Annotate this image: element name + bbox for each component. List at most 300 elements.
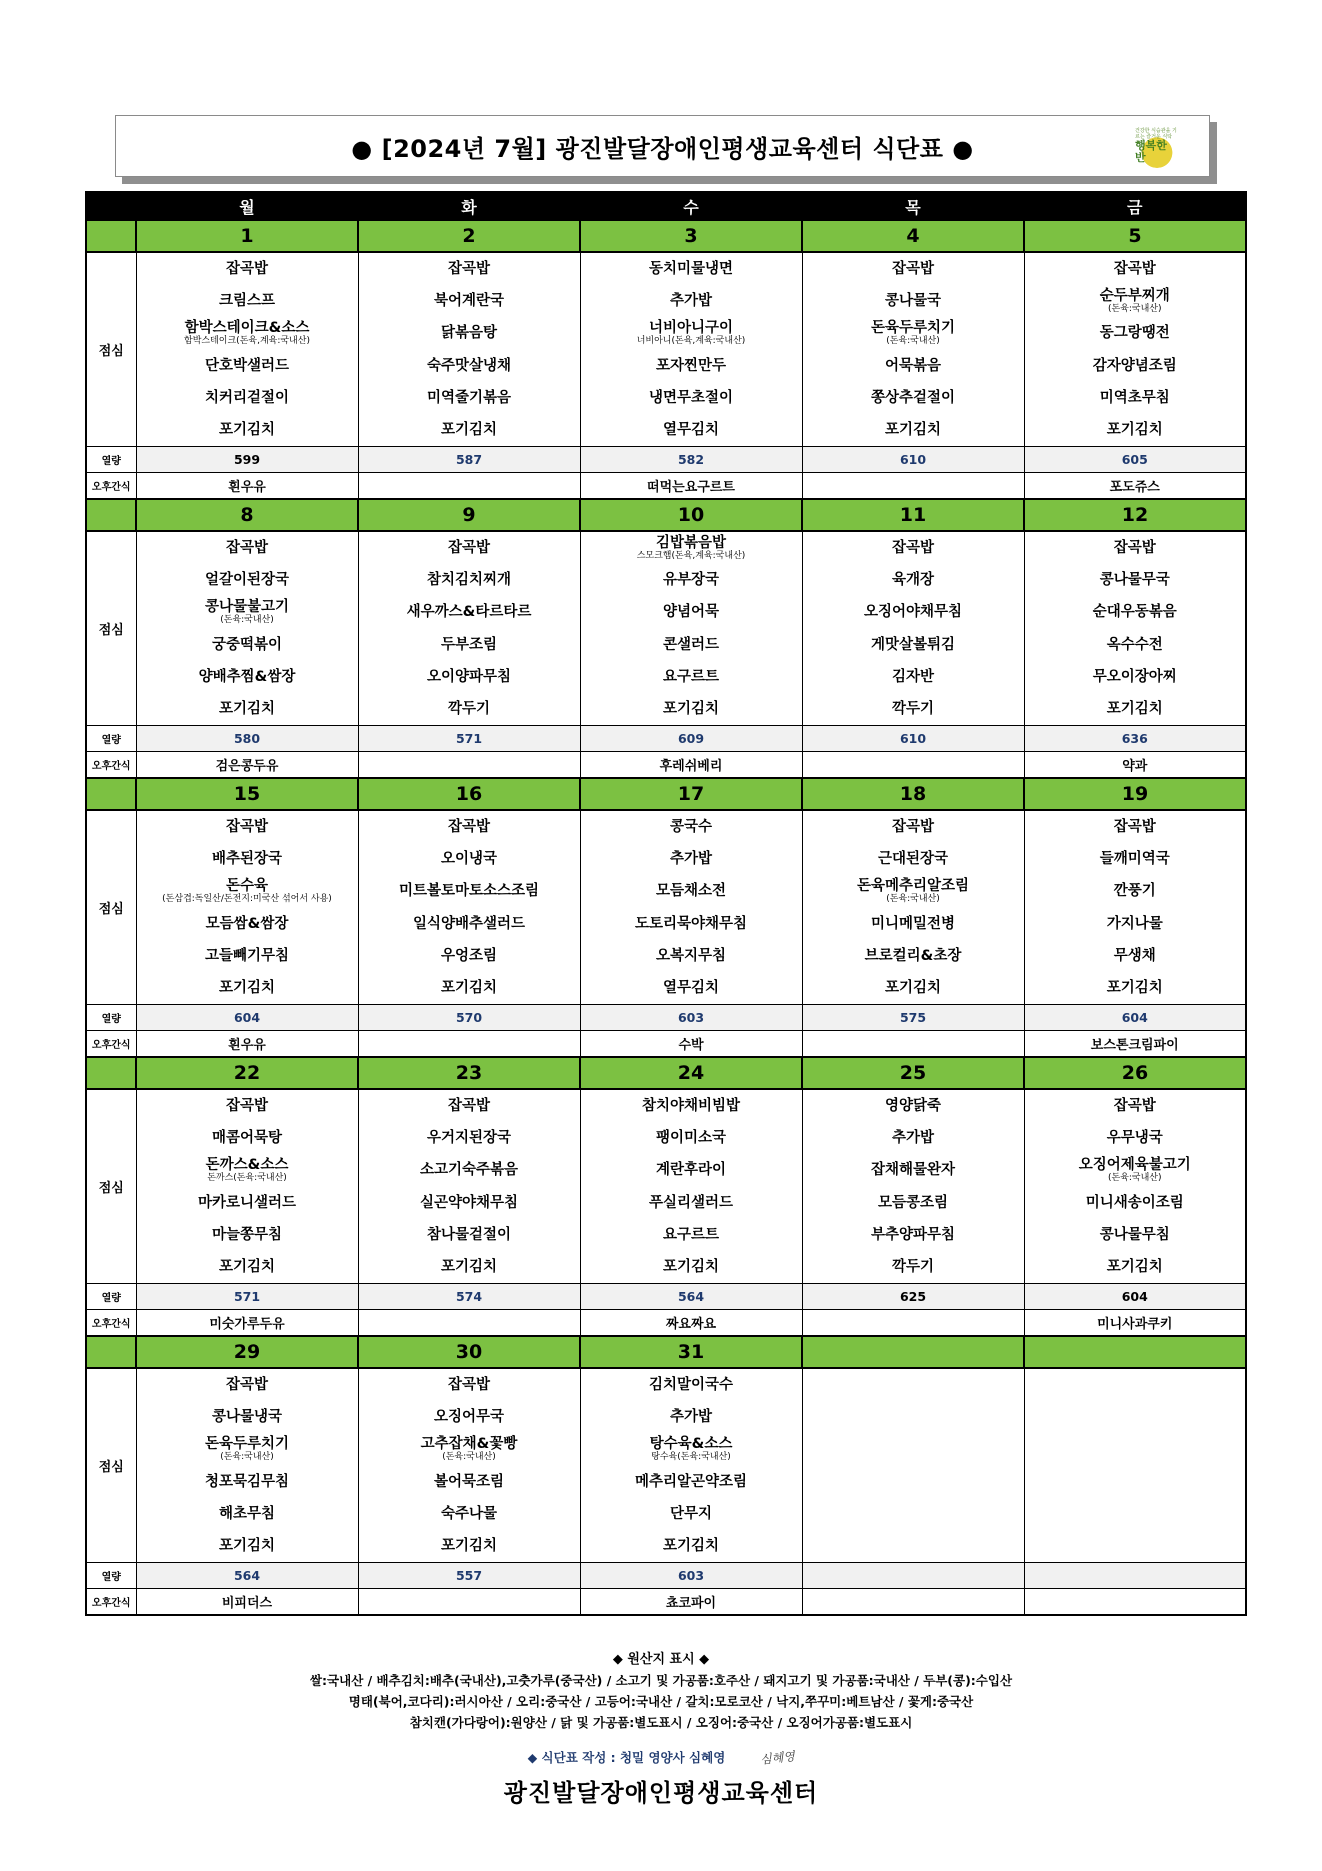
lunch-item-list	[803, 811, 1024, 1004]
snack-cell	[358, 1310, 580, 1337]
menu-item-name: 깍두기	[447, 700, 491, 717]
menu-item	[359, 317, 580, 349]
menu-item	[803, 972, 1024, 1004]
menu-item-name: 잡곡밥	[225, 1098, 269, 1115]
menu-item	[137, 1369, 358, 1401]
date-cell: 3	[580, 220, 802, 252]
menu-item-name: 콩나물무국	[1099, 572, 1170, 589]
date-cell: 5	[1024, 220, 1246, 252]
menu-item-name: 포기김치	[662, 1258, 720, 1275]
date-cell: 26	[1024, 1057, 1246, 1089]
menu-item	[1025, 1251, 1246, 1283]
menu-item	[803, 532, 1024, 564]
calorie-value: 603	[580, 1005, 802, 1031]
menu-item-name: 오징어무국	[433, 1409, 505, 1426]
menu-item-name: 포기김치	[218, 421, 276, 438]
menu-item	[359, 532, 580, 564]
lunch-item-list	[581, 1090, 802, 1283]
menu-item-name: 치커리겉절이	[204, 389, 290, 406]
lunch-item-list	[359, 811, 580, 1004]
menu-item-name: 포기김치	[440, 1537, 498, 1554]
menu-item-name: 돈육메추리알조림	[856, 877, 970, 894]
menu-item-name: 일식양배추샐러드	[412, 915, 526, 932]
origin-note: (돈육:국내산)	[220, 614, 274, 625]
menu-item	[581, 317, 802, 349]
snack-cell	[802, 473, 1024, 500]
snack-cell: 후레쉬베리	[580, 752, 802, 779]
menu-item	[581, 1433, 802, 1465]
menu-item	[359, 382, 580, 414]
menu-item	[803, 661, 1024, 693]
lunch-row-label: 점심	[86, 1368, 136, 1563]
menu-item	[359, 661, 580, 693]
lunch-cell	[1024, 531, 1246, 726]
menu-item	[137, 1498, 358, 1530]
menu-item	[359, 350, 580, 382]
date-cell: 4	[802, 220, 1024, 252]
calorie-value: 575	[802, 1005, 1024, 1031]
menu-item	[1025, 1154, 1246, 1186]
menu-item	[581, 940, 802, 972]
calorie-value: 571	[358, 726, 580, 752]
menu-item-name: 육개장	[891, 572, 935, 589]
menu-item	[137, 382, 358, 414]
menu-item	[581, 596, 802, 628]
signature: 심혜영	[759, 1749, 796, 1767]
lunch-cell	[136, 252, 358, 447]
calorie-row-label: 열량	[86, 726, 136, 752]
menu-item	[359, 940, 580, 972]
date-row	[86, 1057, 1246, 1089]
menu-item-name: 고들빼기무침	[204, 947, 290, 964]
menu-item-name: 미트볼토마토소스조림	[398, 883, 540, 900]
lunch-cell	[1024, 1089, 1246, 1284]
menu-item	[581, 1369, 802, 1401]
menu-item	[581, 350, 802, 382]
origin-note: 스모크햄(돈육,계육:국내산)	[636, 550, 746, 561]
calorie-value: 610	[802, 447, 1024, 473]
menu-item	[581, 1498, 802, 1530]
menu-item-name: 푸실리샐러드	[648, 1194, 734, 1211]
menu-item	[581, 1530, 802, 1562]
lunch-cell	[358, 252, 580, 447]
menu-item-name: 우거지된장국	[426, 1130, 512, 1147]
menu-item-name: 매콤어묵탕	[211, 1130, 283, 1147]
lunch-cell	[1024, 1368, 1246, 1563]
date-cell: 23	[358, 1057, 580, 1089]
snack-cell: 떠먹는요구르트	[580, 473, 802, 500]
menu-item-name: 포기김치	[884, 979, 942, 996]
menu-item-name: 잡채해물완자	[870, 1162, 956, 1179]
menu-item	[803, 596, 1024, 628]
origin-note: (돈육:국내산)	[442, 1451, 496, 1462]
menu-item	[359, 1530, 580, 1562]
menu-item	[359, 1154, 580, 1186]
menu-item-name: 새우까스&타르타르	[406, 604, 532, 621]
menu-item	[581, 285, 802, 317]
menu-item	[803, 350, 1024, 382]
menu-item	[137, 661, 358, 693]
calorie-value: 582	[580, 447, 802, 473]
menu-item	[803, 1090, 1024, 1122]
menu-item	[1025, 285, 1246, 317]
menu-item	[137, 1251, 358, 1283]
menu-item-name: 김자반	[891, 668, 935, 685]
lunch-row-label: 점심	[86, 531, 136, 726]
date-cell: 9	[358, 499, 580, 531]
menu-item-name: 해초무침	[218, 1505, 276, 1522]
menu-item-name: 잡곡밥	[1113, 819, 1156, 836]
menu-item-name: 부추양파무침	[870, 1226, 956, 1243]
menu-item	[137, 350, 358, 382]
menu-item	[803, 1122, 1024, 1154]
menu-item-name: 유부장국	[662, 572, 720, 589]
date-cell: 12	[1024, 499, 1246, 531]
origin-note: (돈육:국내산)	[220, 1451, 274, 1462]
origin-note: 너비아니(돈육,계육:국내산)	[636, 335, 746, 346]
date-row-label	[86, 778, 136, 810]
menu-item-name: 포기김치	[440, 421, 498, 438]
date-cell: 16	[358, 778, 580, 810]
corner-cell	[86, 192, 136, 220]
menu-item	[803, 940, 1024, 972]
calorie-value: 587	[358, 447, 580, 473]
menu-item-name: 탕수육&소스	[649, 1435, 733, 1452]
calorie-value: 610	[802, 726, 1024, 752]
origin-note: (돈육:국내산)	[886, 893, 940, 904]
lunch-cell	[802, 531, 1024, 726]
menu-item	[1025, 1187, 1246, 1219]
date-row-label	[86, 1336, 136, 1368]
date-cell: 1	[136, 220, 358, 252]
origin-title: ◆ 원산지 표시 ◆	[612, 1652, 710, 1667]
lunch-item-list	[137, 1090, 358, 1283]
date-cell: 17	[580, 778, 802, 810]
calorie-row-label: 열량	[86, 1284, 136, 1310]
menu-item	[359, 596, 580, 628]
menu-item-name: 포기김치	[440, 1258, 498, 1275]
calorie-row	[86, 1005, 1246, 1031]
menu-item-name: 포기김치	[1106, 700, 1163, 717]
snack-row	[86, 1589, 1246, 1616]
menu-item-name: 마카로니샐러드	[197, 1194, 297, 1211]
origin-note: (돈삼겹:독일산/돈전지:미국산 섞어서 사용)	[162, 893, 332, 904]
snack-cell: 검은콩두유	[136, 752, 358, 779]
origin-line-3: 참치캔(가다랑어):원양산 / 닭 및 가공품:별도표시 / 오징어:중국산 / 오징어가공품:별도표시	[409, 1715, 913, 1730]
menu-item	[137, 811, 358, 843]
calorie-row-label: 열량	[86, 1005, 136, 1031]
menu-item-name: 쫑상추겉절이	[870, 389, 956, 406]
snack-cell: 미니사과쿠키	[1024, 1310, 1246, 1337]
menu-item	[803, 414, 1024, 446]
menu-item	[1025, 940, 1246, 972]
menu-item-name: 깍두기	[891, 700, 935, 717]
menu-item-name: 모듬콩조림	[877, 1194, 949, 1211]
lunch-item-list	[1025, 1369, 1246, 1562]
date-cell	[1024, 1336, 1246, 1368]
menu-item	[1025, 596, 1246, 628]
lunch-item-list	[581, 532, 802, 725]
lunch-row-label: 점심	[86, 252, 136, 447]
lunch-row	[86, 1368, 1246, 1563]
menu-item-name: 모듬채소전	[655, 883, 727, 900]
menu-item	[803, 382, 1024, 414]
menu-item	[137, 693, 358, 725]
menu-item	[359, 1498, 580, 1530]
menu-item	[1025, 875, 1246, 907]
calorie-value: 599	[136, 447, 358, 473]
lunch-item-list	[803, 1369, 1024, 1562]
menu-item-name: 궁중떡볶이	[211, 636, 283, 653]
menu-item	[803, 1187, 1024, 1219]
menu-item	[359, 1219, 580, 1251]
menu-item-name: 얼갈이된장국	[204, 572, 290, 589]
menu-item	[359, 1090, 580, 1122]
snack-cell: 짜요짜요	[580, 1310, 802, 1337]
menu-item-name: 포기김치	[884, 421, 942, 438]
menu-item-name: 잡곡밥	[447, 1098, 491, 1115]
calorie-value: 609	[580, 726, 802, 752]
menu-item	[137, 972, 358, 1004]
lunch-item-list	[359, 1369, 580, 1562]
menu-item-name: 잡곡밥	[225, 819, 269, 836]
menu-item-name: 오이냉국	[440, 851, 498, 868]
menu-item	[581, 1401, 802, 1433]
weekday-header: 목	[802, 192, 1024, 220]
menu-item	[581, 414, 802, 446]
menu-item-name: 추가밥	[891, 1130, 935, 1147]
menu-item-name: 미니새송이조림	[1085, 1194, 1184, 1211]
menu-item-name: 돈육두루치기	[204, 1435, 290, 1452]
menu-item-name: 포기김치	[662, 1537, 720, 1554]
snack-cell	[802, 1589, 1024, 1616]
menu-item-name: 콘샐러드	[662, 636, 720, 653]
menu-item	[581, 693, 802, 725]
menu-item-name: 돈까스&소스	[205, 1156, 289, 1173]
menu-item	[359, 1122, 580, 1154]
calorie-value: 604	[1024, 1284, 1246, 1310]
menu-item-name: 단무지	[669, 1505, 713, 1522]
menu-item	[1025, 1122, 1246, 1154]
lunch-cell	[136, 1089, 358, 1284]
lunch-item-list	[581, 811, 802, 1004]
lunch-cell	[1024, 810, 1246, 1005]
menu-item-name: 콩나물불고기	[204, 598, 290, 615]
origin-note: 돈까스(돈육:국내산)	[207, 1172, 287, 1183]
calorie-value: 564	[580, 1284, 802, 1310]
date-cell: 22	[136, 1057, 358, 1089]
menu-item	[137, 1433, 358, 1465]
menu-item	[359, 414, 580, 446]
menu-item-name: 오징어야채무침	[863, 604, 963, 621]
lunch-item-list	[1025, 532, 1246, 725]
lunch-cell	[580, 531, 802, 726]
menu-item-name: 함박스테이크&소스	[184, 319, 310, 336]
origin-note: 탕수육(돈육:국내산)	[651, 1451, 731, 1462]
menu-item-name: 열무김치	[662, 421, 720, 438]
menu-item-name: 콩나물냉국	[211, 1409, 283, 1426]
menu-item-name: 고추잡채&꽃빵	[420, 1435, 518, 1452]
author-text: ◆ 식단표 작성 : 청밀 영양사 심혜영	[527, 1750, 726, 1765]
menu-item-name: 잡곡밥	[447, 1377, 491, 1394]
menu-item-name: 포기김치	[1106, 979, 1163, 996]
menu-item-name: 들깨미역국	[1099, 851, 1170, 868]
origin-note: 함박스테이크(돈육,계육:국내산)	[184, 335, 310, 346]
menu-item	[137, 532, 358, 564]
menu-item	[137, 1122, 358, 1154]
menu-item	[581, 253, 802, 285]
menu-item-name: 순대우동볶음	[1092, 604, 1177, 621]
menu-item-name: 게맛살볼튀김	[870, 636, 956, 653]
menu-item	[359, 253, 580, 285]
menu-item	[1025, 811, 1246, 843]
menu-item	[581, 1090, 802, 1122]
lunch-cell	[136, 810, 358, 1005]
menu-item-name: 열무김치	[662, 979, 720, 996]
menu-item-name: 두부조림	[440, 636, 498, 653]
menu-item	[1025, 350, 1246, 382]
menu-item-name: 메추리알곤약조림	[634, 1473, 748, 1490]
snack-cell	[358, 473, 580, 500]
menu-item-name: 포기김치	[1106, 1258, 1163, 1275]
lunch-item-list	[803, 253, 1024, 446]
menu-item	[581, 661, 802, 693]
date-cell: 19	[1024, 778, 1246, 810]
weekday-header: 수	[580, 192, 802, 220]
calorie-row-label: 열량	[86, 1563, 136, 1589]
calorie-value: 557	[358, 1563, 580, 1589]
menu-item	[359, 1187, 580, 1219]
date-cell: 30	[358, 1336, 580, 1368]
menu-item-name: 콩나물무침	[1099, 1226, 1170, 1243]
menu-item	[137, 908, 358, 940]
menu-item-name: 동그랑땡전	[1099, 325, 1170, 342]
menu-item	[1025, 532, 1246, 564]
menu-item	[137, 414, 358, 446]
menu-item-name: 콩국수	[669, 819, 713, 836]
calorie-value: 605	[1024, 447, 1246, 473]
menu-item-name: 잡곡밥	[225, 261, 269, 278]
calorie-value: 604	[1024, 1005, 1246, 1031]
menu-item	[137, 1090, 358, 1122]
menu-item	[1025, 317, 1246, 349]
snack-cell: 쵸코파이	[580, 1589, 802, 1616]
calorie-value: 636	[1024, 726, 1246, 752]
menu-item	[359, 811, 580, 843]
menu-item-name: 실곤약야채무침	[419, 1194, 519, 1211]
menu-item-name: 잡곡밥	[891, 540, 935, 557]
lunch-item-list	[803, 532, 1024, 725]
menu-item	[581, 629, 802, 661]
center-logo	[1135, 124, 1179, 168]
weekday-header-row	[86, 192, 1246, 220]
menu-item	[359, 285, 580, 317]
menu-item	[803, 1154, 1024, 1186]
menu-item	[803, 564, 1024, 596]
menu-item	[359, 564, 580, 596]
menu-item-name: 가지나물	[1106, 915, 1163, 932]
lunch-item-list	[359, 532, 580, 725]
menu-item	[1025, 1219, 1246, 1251]
menu-item	[137, 253, 358, 285]
date-cell: 29	[136, 1336, 358, 1368]
menu-item-name: 추가밥	[669, 293, 713, 310]
menu-item	[581, 382, 802, 414]
menu-item-name: 참나물겉절이	[426, 1226, 512, 1243]
menu-item-name: 추가밥	[669, 851, 713, 868]
menu-item-name: 순두부찌개	[1099, 287, 1170, 304]
menu-item-name: 포기김치	[1106, 421, 1163, 438]
menu-item-name: 김치말이국수	[648, 1377, 734, 1394]
menu-item-name: 포기김치	[218, 1537, 276, 1554]
calorie-value: 580	[136, 726, 358, 752]
menu-item-name: 돈육두루치기	[870, 319, 956, 336]
menu-item	[803, 811, 1024, 843]
snack-row-label: 오후간식	[86, 1310, 136, 1337]
menu-item-name: 영양닭죽	[884, 1098, 942, 1115]
author-line	[0, 1748, 1322, 1766]
lunch-item-list	[1025, 253, 1246, 446]
menu-item	[359, 843, 580, 875]
calorie-value: 574	[358, 1284, 580, 1310]
menu-item-name: 요구르트	[662, 1226, 720, 1243]
menu-item	[359, 1466, 580, 1498]
menu-item	[359, 1369, 580, 1401]
menu-item	[137, 940, 358, 972]
menu-item-name: 청포묵김무침	[204, 1473, 290, 1490]
menu-item-name: 크림스프	[218, 293, 276, 310]
menu-item-name: 미역초무침	[1099, 389, 1170, 406]
menu-item-name: 요구르트	[662, 668, 720, 685]
snack-cell	[358, 752, 580, 779]
calorie-value: 604	[136, 1005, 358, 1031]
lunch-cell	[802, 252, 1024, 447]
snack-row-label: 오후간식	[86, 1589, 136, 1616]
menu-item-name: 우무냉국	[1106, 1130, 1163, 1147]
menu-item	[1025, 972, 1246, 1004]
menu-item-name: 포기김치	[218, 700, 276, 717]
menu-item	[581, 1122, 802, 1154]
menu-item	[581, 1219, 802, 1251]
menu-item	[137, 285, 358, 317]
menu-item-name: 미니메밀전병	[870, 915, 956, 932]
menu-item	[137, 596, 358, 628]
menu-item	[1025, 382, 1246, 414]
menu-item	[803, 693, 1024, 725]
lunch-cell	[358, 1368, 580, 1563]
lunch-item-list	[137, 811, 358, 1004]
logo-tagline: 건강한 식습관을 기르는 즐거운 식탁	[1135, 128, 1177, 140]
menu-item-name: 오이양파무침	[426, 668, 512, 685]
snack-cell	[1024, 1589, 1246, 1616]
lunch-row	[86, 810, 1246, 1005]
menu-item	[1025, 1090, 1246, 1122]
menu-item-name: 참치김치찌개	[426, 572, 512, 589]
lunch-item-list	[803, 1090, 1024, 1283]
menu-item-name: 참치야채비빔밥	[641, 1098, 741, 1115]
calorie-row	[86, 726, 1246, 752]
menu-item	[581, 564, 802, 596]
menu-item	[1025, 253, 1246, 285]
menu-item-name: 어묵볶음	[884, 357, 942, 374]
snack-cell: 수박	[580, 1031, 802, 1058]
lunch-cell	[1024, 252, 1246, 447]
menu-item	[581, 843, 802, 875]
menu-item-name: 잡곡밥	[1113, 540, 1156, 557]
page-title: ● [2024년 7월] 광진발달장애인평생교육센터 식단표 ●	[351, 134, 974, 163]
menu-item-name: 추가밥	[669, 1409, 713, 1426]
date-cell: 8	[136, 499, 358, 531]
